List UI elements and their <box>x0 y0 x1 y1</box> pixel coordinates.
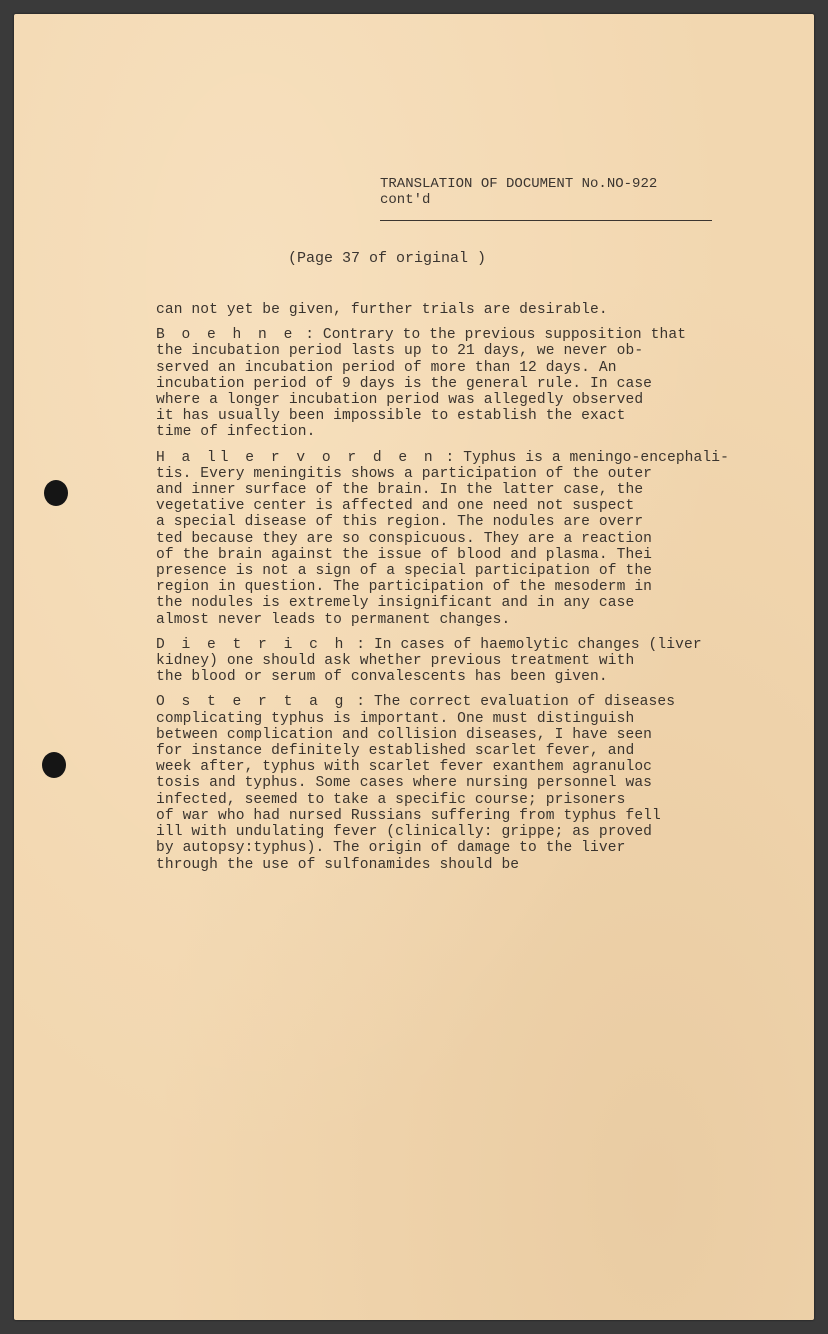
paragraph-line: the incubation period lasts up to 21 days, we never ob- <box>156 343 644 360</box>
paragraph-line: between complication and collision diseases, I have seen <box>156 726 653 743</box>
paragraph-line: ted because they are so conspicuous. They are a reaction <box>156 530 653 547</box>
paragraph-line: of the brain against the issue of blood and plasma. Thei <box>156 546 653 563</box>
paragraph-line: through the use of sulfonamides should be <box>156 856 520 873</box>
paragraph-line: a special disease of this region. The nodules are overr <box>156 514 644 531</box>
header-continued: cont'd <box>380 192 431 208</box>
paragraph-line: : In cases of haemolytic changes (liver <box>347 636 702 653</box>
paragraph-hallervorden <box>156 450 746 628</box>
paragraph-line: vegetative center is affected and one need not suspect <box>156 498 635 515</box>
paragraph-line: the blood or serum of convalescents has been given. <box>156 669 608 686</box>
paragraph-line: and inner surface of the brain. In the latter case, the <box>156 482 644 499</box>
paragraph-boehne <box>156 327 746 440</box>
paragraph-dietrich <box>156 637 746 686</box>
document-header <box>380 176 720 208</box>
punch-hole-bottom <box>42 752 66 778</box>
paragraph-line: almost never leads to permanent changes. <box>156 611 511 628</box>
paragraph-line: : Typhus is a meningo-encephali- <box>436 449 729 466</box>
header-title: TRANSLATION OF DOCUMENT No.NO-922 <box>380 176 658 192</box>
paragraph-ostertag <box>156 694 746 872</box>
page-reference: (Page 37 of original ) <box>288 250 487 267</box>
paragraph-line: : Contrary to the previous supposition that <box>296 327 687 344</box>
paragraph-line: presence is not a sign of a special participation of the <box>156 563 653 580</box>
paragraph-line: : The correct evaluation of diseases <box>347 694 676 711</box>
speaker-name: D i e t r i c h <box>156 636 348 653</box>
paragraph-line: ill with undulating fever (clinically: grippe; as proved <box>156 824 653 841</box>
document-body <box>156 302 746 882</box>
paragraph-line: for instance definitely established scarlet fever, and <box>156 743 635 760</box>
paragraph-line: can not yet be given, further trials are desirable. <box>156 302 608 318</box>
paragraph-line: by autopsy:typhus). The origin of damage to the liver <box>156 840 626 857</box>
paragraph-line: tosis and typhus. Some cases where nursing personnel was <box>156 775 653 792</box>
speaker-name: O s t e r t a g <box>156 694 348 711</box>
paragraph-line: it has usually been impossible to establish the exact <box>156 408 626 425</box>
paragraph-line: where a longer incubation period was allegedly observed <box>156 392 644 409</box>
paragraph-line: week after, typhus with scarlet fever exanthem agranuloc <box>156 759 653 776</box>
paragraph-line: served an incubation period of more than 12 days. An <box>156 359 617 376</box>
paragraph-line: the nodules is extremely insignificant and in any case <box>156 595 635 612</box>
paragraph-line: time of infection. <box>156 424 316 441</box>
paragraph-line: incubation period of 9 days is the general rule. In case <box>156 375 653 392</box>
paragraph-line: of war who had nursed Russians suffering from typhus fell <box>156 807 661 824</box>
paragraph-line: complicating typhus is important. One must distinguish <box>156 710 635 727</box>
paragraph-continuation <box>156 302 746 318</box>
punch-hole-top <box>44 480 68 506</box>
header-underline <box>380 220 712 221</box>
speaker-name: H a ll e r v o r d e n <box>156 449 437 466</box>
speaker-name: B o e h n e <box>156 327 297 344</box>
paragraph-line: tis. Every meningitis shows a participation of the outer <box>156 465 653 482</box>
paragraph-line: region in question. The participation of the mesoderm in <box>156 579 653 596</box>
paragraph-line: infected, seemed to take a specific course; prisoners <box>156 791 626 808</box>
paragraph-line: kidney) one should ask whether previous treatment with <box>156 653 635 670</box>
